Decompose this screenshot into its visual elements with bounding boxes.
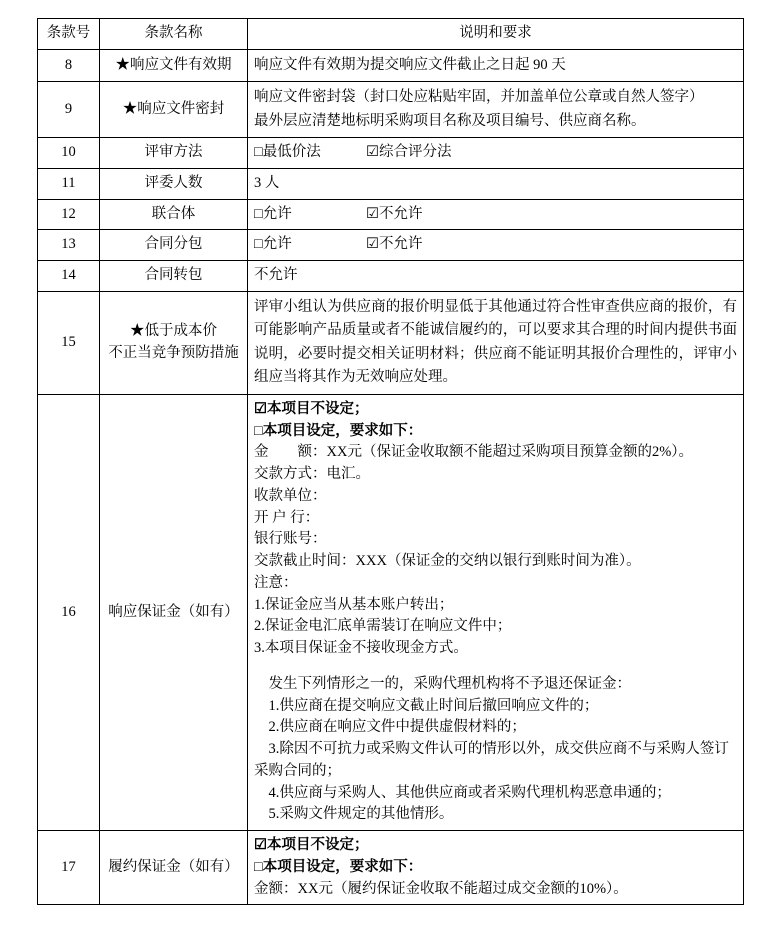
- clause-name: [100, 291, 248, 394]
- notice-item: 3.本项目保证金不接收现金方式。: [254, 640, 468, 657]
- clause-no: 12: [38, 199, 100, 230]
- clause-name: 评审方法: [100, 138, 248, 169]
- table-header-row: [38, 19, 744, 50]
- clause-name: 评委人数: [100, 168, 248, 199]
- header-clause-name: 条款名称: [100, 19, 248, 50]
- clause-name: ★响应文件有效期: [100, 49, 248, 81]
- desc-line: 响应文件密封袋（封口处应粘贴牢固，并加盖单位公章或自然人签字）: [254, 89, 704, 106]
- clause-desc: [248, 82, 744, 138]
- notice-item: 2.保证金电汇底单需装订在响应文件中；: [254, 618, 512, 635]
- forfeit-item: 1.供应商在提交响应文截止时间后撤回响应文件的；: [254, 697, 599, 714]
- clause-name: 联合体: [100, 199, 248, 230]
- table-row: [38, 261, 744, 292]
- clause-desc: 3 人: [248, 168, 744, 199]
- deposit-not-set-option[interactable]: ☑本项目不设定；: [254, 400, 369, 417]
- clause-desc: 不允许: [248, 261, 744, 292]
- deposit-amount: 金 额：XX元（保证金收取额不能超过采购项目预算金额的2%）。: [254, 444, 694, 461]
- clause-name: 履约保证金（如有）: [100, 831, 248, 905]
- forfeit-item-cont: 采购合同的；: [254, 762, 341, 779]
- table-row: [38, 49, 744, 81]
- payment-deadline: 交款截止时间：XXX（保证金的交纳以银行到账时间为准）。: [254, 553, 641, 570]
- bank-account: 银行账号：: [254, 531, 327, 548]
- clause-name: ★响应文件密封: [100, 82, 248, 138]
- forfeit-intro: 发生下列情形之一的，采购代理机构将不予退还保证金：: [254, 675, 631, 692]
- requirements-table: [37, 18, 744, 905]
- clause-no: 15: [38, 291, 100, 394]
- table-row: [38, 394, 744, 830]
- header-description: 说明和要求: [248, 19, 744, 50]
- payee-unit: 收款单位：: [254, 487, 327, 504]
- forfeit-item: 4.供应商与采购人、其他供应商或者采购代理机构恶意串通的；: [254, 784, 671, 801]
- table-row: [38, 168, 744, 199]
- table-row: [38, 138, 744, 169]
- clause-desc: [248, 394, 744, 830]
- notice-item: 1.保证金应当从基本账户转出；: [254, 596, 454, 613]
- bank-branch: 开 户 行：: [254, 509, 320, 526]
- clause-name-line: ★低于成本价: [130, 323, 217, 340]
- option-allow[interactable]: □允许: [254, 205, 292, 222]
- performance-bond-amount: 金额：XX元（履约保证金收取不能超过成交金额的10%）。: [254, 880, 628, 897]
- deposit-set-option[interactable]: □本项目设定，要求如下：: [254, 422, 423, 439]
- table-row: [38, 291, 744, 394]
- option-comprehensive-scoring[interactable]: ☑综合评分法: [366, 144, 452, 161]
- option-group: [254, 234, 737, 256]
- clause-no: 10: [38, 138, 100, 169]
- clause-no: 14: [38, 261, 100, 292]
- clause-desc: [248, 230, 744, 261]
- clause-name: 合同分包: [100, 230, 248, 261]
- clause-name: 响应保证金（如有）: [100, 394, 248, 830]
- option-lowest-price[interactable]: □最低价法: [254, 144, 321, 161]
- forfeit-item: 5.采购文件规定的其他情形。: [254, 806, 454, 823]
- table-row: [38, 230, 744, 261]
- header-clause-no: 条款号: [38, 19, 100, 50]
- clause-desc: [248, 138, 744, 169]
- clause-desc: [248, 831, 744, 905]
- clause-no: 9: [38, 82, 100, 138]
- table-row: [38, 199, 744, 230]
- desc-paragraph: 评审小组认为供应商的报价明显低于其他通过符合性审查供应商的报价，有可能影响产品质量或者不能诚信履约的，可以要求其合理的时间内提供书面说明，必要时提交相关证明材料；供应商不能证明其报价合理性的，评审小组应当将其作为无效响应处理。: [254, 298, 737, 386]
- forfeit-item: 3.除因不可抗力或采购文件认可的情形以外，成交供应商不与采购人签订: [254, 741, 729, 758]
- clause-desc: [248, 49, 744, 81]
- clause-desc: [248, 199, 744, 230]
- option-allow[interactable]: □允许: [254, 236, 292, 253]
- table-row: [38, 82, 744, 138]
- clause-no: 16: [38, 394, 100, 830]
- notice-label: 注意：: [254, 574, 298, 591]
- forfeit-item: 2.供应商在响应文件中提供虚假材料的；: [254, 719, 526, 736]
- payment-method: 交款方式：电汇。: [254, 466, 370, 483]
- performance-bond-not-set-option[interactable]: ☑本项目不设定；: [254, 837, 369, 854]
- option-group: [254, 204, 737, 226]
- desc-line: 响应文件有效期为提交响应文件截止之日起 90 天: [254, 56, 566, 73]
- clause-no: 8: [38, 49, 100, 81]
- option-not-allow[interactable]: ☑不允许: [366, 236, 423, 253]
- option-group: [254, 142, 737, 164]
- clause-desc: [248, 291, 744, 394]
- option-not-allow[interactable]: ☑不允许: [366, 205, 423, 222]
- desc-line: 最外层应清楚地标明采购项目名称及项目编号、供应商名称。: [254, 112, 646, 129]
- clause-no: 17: [38, 831, 100, 905]
- clause-no: 11: [38, 168, 100, 199]
- clause-no: 13: [38, 230, 100, 261]
- spacer: [254, 660, 737, 674]
- clause-name: 合同转包: [100, 261, 248, 292]
- table-row: [38, 831, 744, 905]
- performance-bond-set-option[interactable]: □本项目设定，要求如下：: [254, 858, 423, 875]
- clause-name-line: 不正当竞争预防措施: [108, 344, 239, 361]
